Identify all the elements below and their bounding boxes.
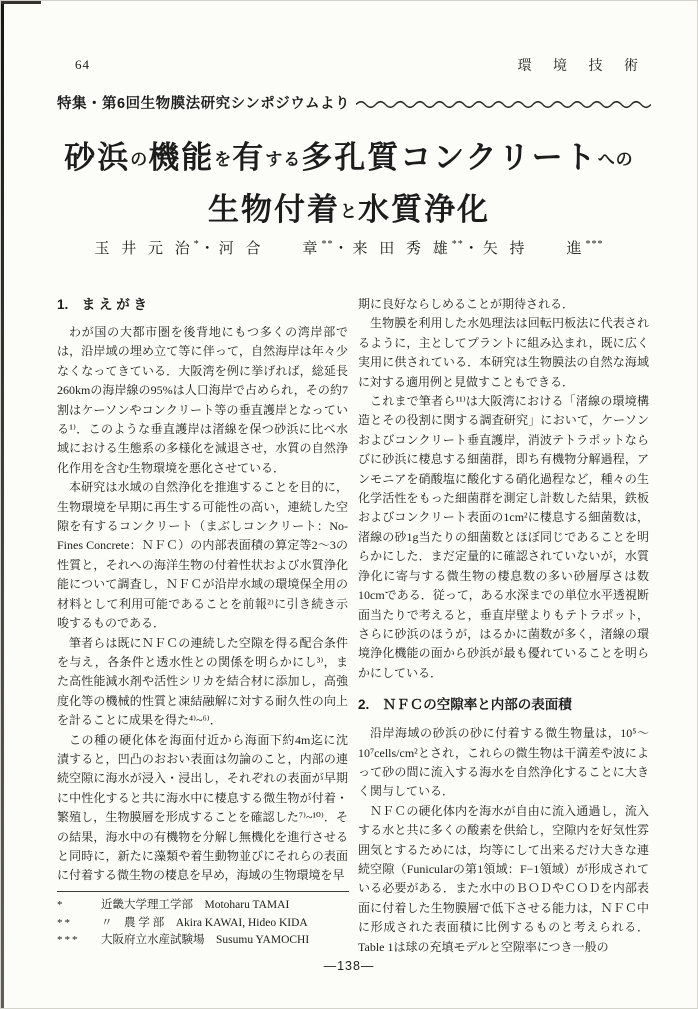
body-paragraph: 生物膜を利用した水処理法は回転円板法に代表されるように，主としてプラントに組み込まれ，既に広く実用に供されている．本研究は生物膜法の自然な海域に対する適用例と見做すこともできる．	[358, 316, 649, 389]
author-line	[1, 237, 697, 258]
author-name: 来 田 秀 雄	[352, 241, 452, 257]
title-segment: 生物付着	[208, 192, 340, 227]
body-paragraph: これまで筆者ら¹¹⁾は大阪湾における「渚線の環境構造とその役割に関する調査研究」において，ケーソンおよびコンクリート垂直護岸，消波テトラポットならびに砂浜に棲息する細菌群，即ち有機物分解過程，アンモニアを硝酸塩に酸化する硝化過程など，種々の生化学活性をもった細菌群を測定し計数した結果，鉄板およびコンクリート表面の1cm²に棲息する細菌数は，渚線の砂1g当たりの細菌数とほぼ同じであることを明らかにした．まだ定量的に確認されていないが，水質浄化に寄与する微生物の棲息数の多い砂層厚さは数10cmである．従って，ある水深までの単位水平透視断面当たりで考えると，垂直岸壁よりもテトラポット，さらに砂浜のほうが，はるかに菌数が多く，渚線の環境浄化機能の面から砂浜が最も優れていることを明らかにしている．	[358, 394, 649, 680]
feature-header-row	[57, 92, 651, 113]
footnote-text: 近畿大学理工学部 Motoharu TAMAI	[101, 899, 290, 911]
body-paragraph: 本研究は水域の自然浄化を推進することを目的に，生物環境を早期に再生する可能性の高い，連続した空隙を有するコンクリート（まぶしコンクリート：No-Fines Concrete：ＮＦＣ）の内部表面積の算定等2～3の性質と，それへの海洋生物の付着性状および水質浄化能について調査し，ＮＦＣが沿岸水域の環境保全用の材料として利用可能であることを前報²⁾に引き続き示唆するものである．	[57, 480, 348, 631]
footnote-mark: ***	[57, 934, 80, 946]
title-segment: 機能	[148, 140, 215, 175]
footer-page-number: —138—	[323, 959, 375, 973]
title-segment: への	[597, 150, 634, 169]
scan-corner-artifact	[1, 1, 41, 4]
author-name: 玉 井 元 治	[94, 241, 194, 257]
title-segment: を	[214, 150, 233, 169]
title-segment: と	[340, 202, 358, 221]
article-title-line-1	[1, 135, 697, 187]
title-segment: 砂浜	[64, 140, 131, 175]
section-2-heading: 2. ＮＦＣの空隙率と内部の表面積	[358, 697, 572, 713]
body-paragraph: 沿岸海域の砂浜の砂に付着する微生物量は，10⁵～10⁷cells/cm²とされ，これらの微生物は干満差や波によって砂の間に流入する海水を自然浄化することに大きく関与している．	[358, 726, 649, 799]
body-paragraph: ＮＦＣの硬化体内を海水が自由に流入通過し，流入する水と共に多くの酸素を供給し，空隙内を好気性雰囲気とするためには，均等にして出来るだけ大きな連続空隙（Funicularの第1領域：F−1領域）が形成されている必要がある．また水中のＢＯＤやＣＯＤを内部表面に付着した生物膜層で低下させる能力は，ＮＦＣ中に形成された表面積に比例するものと考えられる．Table 1は球の充填モデルと空隙率につき一般の	[358, 803, 649, 954]
author-affiliation-footnotes	[57, 891, 349, 950]
title-segment: 有	[232, 140, 266, 175]
author-separator: ・	[463, 241, 483, 257]
author-separator: ・	[199, 241, 219, 257]
footnote-row	[57, 897, 349, 915]
body-column-left	[57, 295, 348, 886]
footnote-text: 大阪府立水産試験場 Susumu YAMOCHI	[101, 934, 310, 946]
author-name: 河 合 章	[218, 241, 322, 257]
title-segment: の	[130, 150, 149, 169]
footnote-mark: **	[57, 916, 72, 929]
footnote-mark: *	[57, 899, 65, 911]
footnote-row	[57, 932, 349, 950]
header-page-number: 64	[75, 57, 90, 72]
title-segment: 多孔質コンクリート	[301, 140, 598, 175]
article-title	[1, 135, 697, 239]
title-segment: 水質浄化	[358, 192, 490, 227]
section-1-heading: 1. ま え が き	[57, 297, 148, 312]
feature-heading: 特集・第6回生物膜法研究シンポジウムより	[57, 96, 351, 112]
journal-title: 環 境 技 術	[517, 59, 647, 74]
author-name: 矢 持 進	[482, 241, 586, 257]
body-column-right	[358, 295, 649, 957]
article-title-line-2	[1, 187, 697, 239]
body-paragraph: 期に良好ならしめることが期待される．	[358, 297, 575, 311]
author-affiliation-mark: **	[321, 239, 334, 250]
title-segment: する	[265, 150, 302, 169]
footnote-rule	[57, 891, 349, 892]
body-paragraph: 筆者らは既にＮＦＣの連続した空隙を得る配合条件を与え，各条件と透水性との関係を明らかにし³⁾，また高性能減水剤や活性シリカを結合材に添加し，高強度化等の機械的性質と凍結融解に対する耐久性の向上を計ることに成果を得た⁴⁾~⁶⁾．	[57, 635, 348, 728]
footnote-text: 〃 農 学 部 Akira KAWAI, Hideo KIDA	[101, 916, 308, 929]
author-affiliation-mark: **	[451, 239, 464, 250]
body-paragraph: わが国の大都市圏を後背地にもつ多くの湾岸部では，沿岸域の埋め立て等に伴って，自然海岸は年々少なくなってきている．大阪湾を例に挙げれば，総延長260kmの海岸線の95%は人口海岸で占められ，その約7割はケーソンやコンクリート等の垂直護岸となっている¹⁾．このような垂直護岸は渚線を保つ砂浜に比べ水域における生態系の多様化を減退させ，水質の自然浄化作用を含む生物環境を悪化させている．	[57, 325, 348, 475]
wavy-rule-decoration	[356, 99, 651, 110]
body-paragraph: この種の硬化体を海面付近から海面下約4m迄に沈漬すると，凹凸のおおい表面は勿論のこと，内部の連続空隙に海水が浸入・浸出し，それぞれの表面が早期に中性化すると共に海水中に棲息する微生物が付着・繁殖し，生物膜層を形成することを確認した⁷⁾~¹⁰⁾．その結果，海水中の有機物を分解し無機化を進行させると同時に，新たに藻類や着生動物並びにそれらの表面に付着する微生物の棲息を早め，海域の生物環境を早	[57, 732, 348, 883]
author-affiliation-mark: ***	[585, 239, 604, 250]
author-separator: ・	[333, 241, 353, 257]
author-affiliation-mark: *	[193, 239, 200, 250]
footnote-row	[57, 915, 349, 933]
